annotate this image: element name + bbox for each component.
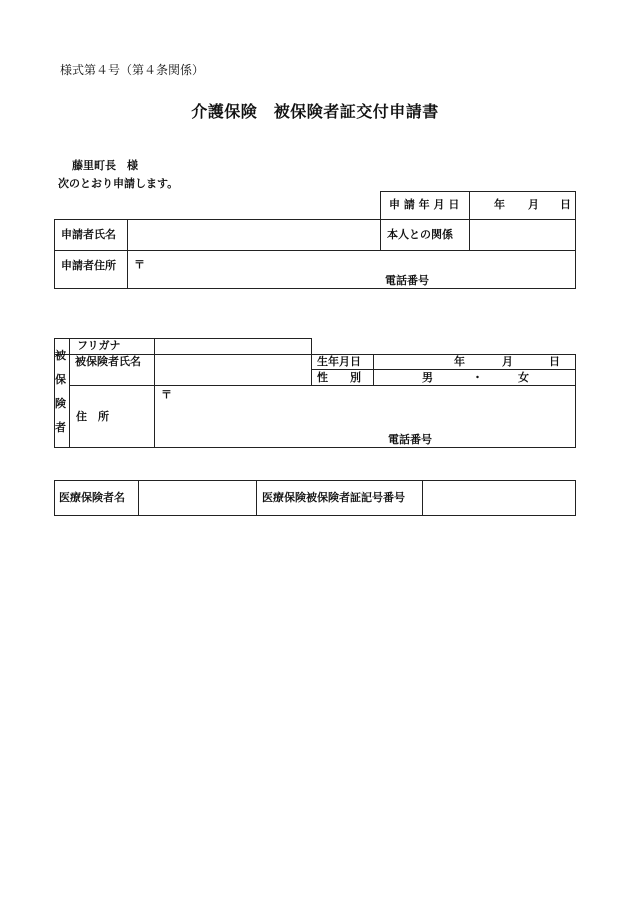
birth-date-label: 生年月日 xyxy=(317,355,361,368)
birth-date-year: 年 xyxy=(454,355,465,368)
gender-separator: ・ xyxy=(472,371,483,384)
furigana-label: フリガナ xyxy=(77,339,121,352)
applicant-name-label: 申請者氏名 xyxy=(61,228,116,241)
medical-insurer-label: 医療保険者名 xyxy=(59,491,125,504)
form-number: 様式第４号（第４条関係） xyxy=(60,63,205,77)
page-title: 介護保険 被保険者証交付申請書 xyxy=(191,102,439,121)
medical-insurer-field[interactable] xyxy=(142,483,252,513)
insured-side-label-4: 者 xyxy=(55,421,66,434)
addressee: 藤里町長 様 xyxy=(72,159,138,172)
insured-side-label-1: 被 xyxy=(55,349,66,362)
medical-card-number-label: 医療保険被保険者証記号番号 xyxy=(262,491,405,504)
insured-phone-label: 電話番号 xyxy=(388,433,432,446)
application-date-label: 申 請 年 月 日 xyxy=(389,198,460,211)
relation-field[interactable] xyxy=(472,221,572,248)
insured-side-label-2: 保 xyxy=(55,373,66,386)
gender-label: 性 別 xyxy=(317,371,361,384)
gender-male[interactable]: 男 xyxy=(422,371,433,384)
birth-date-day: 日 xyxy=(549,355,560,368)
intro-text: 次のとおり申請します。 xyxy=(58,177,179,190)
applicant-address-label: 申請者住所 xyxy=(61,259,116,272)
insured-side-label-3: 険 xyxy=(55,397,66,410)
applicant-name-field[interactable] xyxy=(132,221,376,248)
application-date-year: 年 xyxy=(494,198,505,211)
medical-card-number-field[interactable] xyxy=(426,483,572,513)
birth-date-month: 月 xyxy=(502,355,513,368)
insured-address-label: 住 所 xyxy=(76,410,109,423)
gender-female[interactable]: 女 xyxy=(518,371,529,384)
insured-name-label: 被保険者氏名 xyxy=(75,355,141,368)
applicant-phone-label: 電話番号 xyxy=(385,274,429,287)
applicant-postal-mark: 〒 xyxy=(134,258,145,271)
application-date-day: 日 xyxy=(560,198,571,211)
application-date-month: 月 xyxy=(528,198,539,211)
insured-postal-mark: 〒 xyxy=(161,388,172,401)
relation-label: 本人との関係 xyxy=(387,228,453,241)
